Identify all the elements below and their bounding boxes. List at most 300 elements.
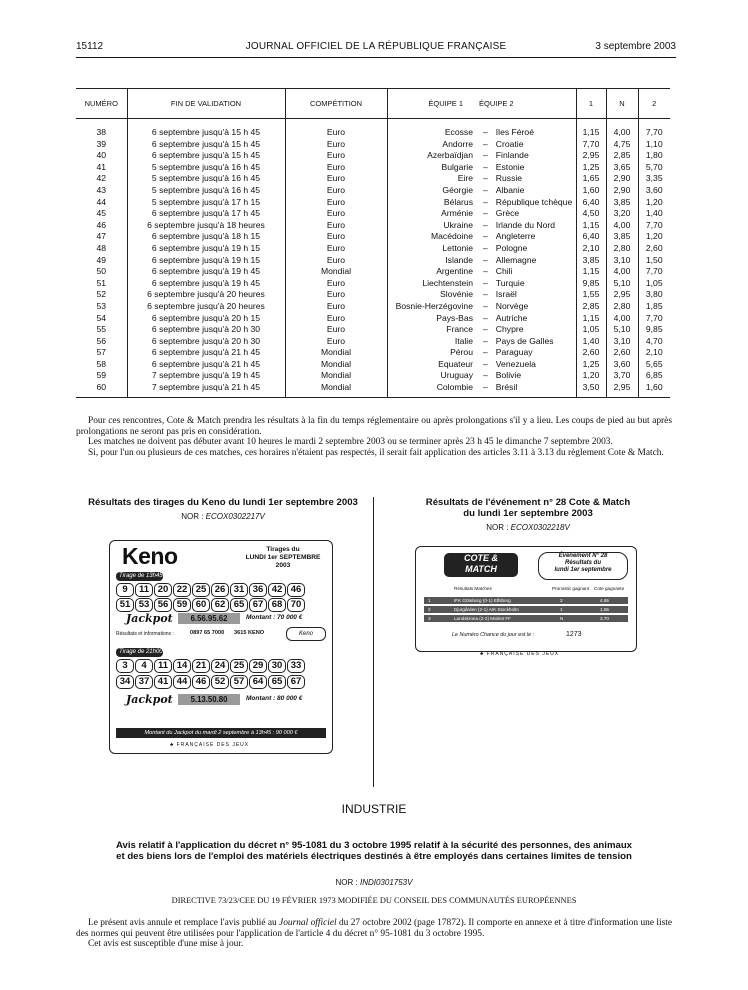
team-separator: – bbox=[483, 289, 488, 300]
team-name: Bolivie bbox=[495, 370, 522, 381]
cell-fin-validation: 6 septembre jusqu'à 15 h 45 bbox=[127, 150, 285, 162]
cell-competition: Euro bbox=[285, 324, 387, 336]
table-row bbox=[76, 324, 670, 336]
column-divider bbox=[373, 497, 374, 787]
cell-equipe2 bbox=[477, 127, 576, 139]
table-row bbox=[76, 173, 670, 185]
cell-competition: Euro bbox=[285, 313, 387, 325]
keno-number: 34 bbox=[116, 675, 134, 689]
cell-cote-2: 1,05 bbox=[638, 278, 670, 290]
cell-cote-1: 1,25 bbox=[576, 162, 606, 174]
cell-fin-validation: 6 septembre jusqu'à 21 h 45 bbox=[127, 359, 285, 371]
cell-cote-1: 1,15 bbox=[576, 266, 606, 278]
cell-cote-2: 9,85 bbox=[638, 324, 670, 336]
cell-cote-1: 2,10 bbox=[576, 243, 606, 255]
cell-numero: 50 bbox=[96, 266, 107, 277]
industrie-body bbox=[76, 918, 672, 950]
info-label: Résultats et informations : bbox=[116, 631, 174, 637]
cell-fin-validation: 6 septembre jusqu'à 15 h 45 bbox=[127, 127, 285, 139]
cell-numero: 45 bbox=[96, 208, 107, 219]
cell-cote-2: 1,20 bbox=[638, 231, 670, 243]
cell-cote-1: 3,85 bbox=[576, 255, 606, 267]
cell-equipe1: Slovénie bbox=[387, 289, 477, 301]
keno-number: 33 bbox=[287, 659, 305, 673]
keno-number: 53 bbox=[135, 598, 153, 612]
cell-cote-2: 4,70 bbox=[638, 336, 670, 348]
keno-number: 42 bbox=[268, 583, 286, 597]
keno-number: 9 bbox=[116, 583, 134, 597]
jackpot-amount: Montant : 70 000 € bbox=[246, 614, 303, 621]
team-separator: – bbox=[483, 161, 488, 172]
cell-cote-n: 4,00 bbox=[606, 266, 638, 278]
team-separator: – bbox=[483, 382, 488, 393]
cell-numero: 38 bbox=[96, 127, 107, 137]
cell-cote-n: 2,80 bbox=[606, 301, 638, 313]
keno-number: 25 bbox=[230, 659, 248, 673]
cell-cote-2: 1,20 bbox=[638, 197, 670, 209]
cell-cote-n: 5,10 bbox=[606, 324, 638, 336]
table-row bbox=[76, 208, 670, 220]
cell-cote-n: 5,10 bbox=[606, 278, 638, 290]
team-separator: – bbox=[483, 150, 488, 161]
table-row bbox=[76, 359, 670, 371]
cm-cell-cote: 1,55 bbox=[600, 607, 609, 612]
cell-fin-validation: 5 septembre jusqu'à 16 h 45 bbox=[127, 173, 285, 185]
keno-number-row bbox=[116, 583, 305, 597]
table-row bbox=[76, 185, 670, 197]
cell-cote-2: 7,70 bbox=[638, 313, 670, 325]
cell-competition: Mondial bbox=[285, 347, 387, 359]
keno-number: 65 bbox=[268, 675, 286, 689]
cell-competition: Euro bbox=[285, 139, 387, 151]
cell-competition: Euro bbox=[285, 127, 387, 139]
team-name: Pologne bbox=[495, 242, 528, 253]
numero-chance-label: Le Numéro Chance du jour est le : bbox=[452, 632, 535, 638]
team-separator: – bbox=[483, 312, 488, 323]
table-row bbox=[76, 370, 670, 382]
team-separator: – bbox=[483, 277, 488, 288]
team-name: Pays de Galles bbox=[495, 335, 554, 346]
cell-fin-validation: 6 septembre jusqu'à 20 h 30 bbox=[127, 324, 285, 336]
team-separator: – bbox=[483, 358, 488, 369]
cell-fin-validation: 6 septembre jusqu'à 19 h 45 bbox=[127, 278, 285, 290]
cell-competition: Euro bbox=[285, 150, 387, 162]
cell-cote-1: 6,40 bbox=[576, 231, 606, 243]
keno-number: 67 bbox=[249, 598, 267, 612]
cell-competition: Mondial bbox=[285, 266, 387, 278]
cell-cote-2: 3,60 bbox=[638, 185, 670, 197]
cell-numero: 46 bbox=[96, 219, 107, 230]
cell-competition: Mondial bbox=[285, 382, 387, 397]
keno-number: 30 bbox=[268, 659, 286, 673]
cell-cote-2: 6,85 bbox=[638, 370, 670, 382]
cell-equipe2 bbox=[477, 301, 576, 313]
cm-cell-pron: N bbox=[560, 616, 564, 621]
cell-cote-1: 1,15 bbox=[576, 220, 606, 232]
team-separator: – bbox=[483, 254, 488, 265]
cell-equipe1: Bulgarie bbox=[387, 162, 477, 174]
cell-cote-n: 3,70 bbox=[606, 370, 638, 382]
keno-nor: NOR : ECOX0302217V bbox=[181, 512, 265, 521]
team-name: Venezuela bbox=[495, 358, 536, 369]
cell-cote-2: 5,70 bbox=[638, 162, 670, 174]
cell-competition: Euro bbox=[285, 197, 387, 209]
team-name: Croatie bbox=[495, 138, 524, 149]
cell-equipe2 bbox=[477, 243, 576, 255]
jackpot-next-bar: Montant du Jackpot du mardi 2 septembre à 13h45 : 90 000 € bbox=[116, 728, 326, 738]
table-row bbox=[76, 289, 670, 301]
team-separator: – bbox=[483, 173, 488, 184]
team-name: Russie bbox=[495, 173, 523, 184]
keno-number-row bbox=[116, 659, 305, 673]
table-row bbox=[76, 266, 670, 278]
cell-fin-validation: 6 septembre jusqu'à 19 h 15 bbox=[127, 243, 285, 255]
cm-result-row bbox=[424, 597, 628, 604]
cell-cote-n: 2,90 bbox=[606, 173, 638, 185]
table-row bbox=[76, 336, 670, 348]
cell-numero: 53 bbox=[96, 300, 107, 311]
cell-equipe2 bbox=[477, 231, 576, 243]
cell-cote-1: 9,85 bbox=[576, 278, 606, 290]
cell-cote-n: 2,80 bbox=[606, 243, 638, 255]
cell-equipe1: Argentine bbox=[387, 266, 477, 278]
cell-cote-1: 1,20 bbox=[576, 370, 606, 382]
cm-cell-cote: 3,70 bbox=[600, 616, 609, 621]
col-fin-validation: FIN DE VALIDATION bbox=[127, 89, 285, 119]
cell-equipe1: Italie bbox=[387, 336, 477, 348]
cell-cote-1: 1,25 bbox=[576, 359, 606, 371]
keno-number: 60 bbox=[192, 598, 210, 612]
table-row bbox=[76, 301, 670, 313]
keno-number: 59 bbox=[173, 598, 191, 612]
cell-cote-n: 3,65 bbox=[606, 162, 638, 174]
event-badge: Événement N° 28 Résultats du lundi 1er septembre bbox=[538, 552, 628, 580]
keno-tirages-date: Tirages du LUNDI 1er SEPTEMBRE 2003 bbox=[245, 546, 321, 569]
keno-number: 11 bbox=[135, 583, 153, 597]
cell-competition: Euro bbox=[285, 162, 387, 174]
table-row bbox=[76, 231, 670, 243]
cell-fin-validation: 6 septembre jusqu'à 20 h 15 bbox=[127, 313, 285, 325]
cell-cote-n: 2,85 bbox=[606, 150, 638, 162]
team-separator: – bbox=[483, 219, 488, 230]
running-header bbox=[76, 41, 676, 55]
cell-numero: 52 bbox=[96, 289, 107, 300]
cell-cote-1: 3,50 bbox=[576, 382, 606, 397]
keno-number: 68 bbox=[268, 598, 286, 612]
cell-cote-n: 3,85 bbox=[606, 197, 638, 209]
cell-equipe2 bbox=[477, 336, 576, 348]
cell-cote-2: 1,50 bbox=[638, 255, 670, 267]
col-2: 2 bbox=[638, 89, 670, 119]
body-paragraph: Cet avis est susceptible d'une mise à jour. bbox=[88, 939, 244, 950]
team-name: République tchèque bbox=[495, 196, 573, 207]
numero-chance-value: 1273 bbox=[566, 631, 582, 638]
cell-equipe2 bbox=[477, 162, 576, 174]
keno-number: 37 bbox=[135, 675, 153, 689]
cell-cote-n: 4,00 bbox=[606, 313, 638, 325]
cell-competition: Euro bbox=[285, 185, 387, 197]
cell-cote-n: 3,10 bbox=[606, 336, 638, 348]
team-name: Grèce bbox=[495, 208, 520, 219]
cell-fin-validation: 5 septembre jusqu'à 16 h 45 bbox=[127, 162, 285, 174]
cell-numero: 49 bbox=[96, 254, 107, 265]
cell-fin-validation: 6 septembre jusqu'à 19 h 45 bbox=[127, 266, 285, 278]
cm-result-row bbox=[424, 615, 628, 622]
cell-fin-validation: 6 septembre jusqu'à 18 h 15 bbox=[127, 231, 285, 243]
cell-cote-n: 2,60 bbox=[606, 347, 638, 359]
cm-cell-label: Djurgården (2-1) AIK Stockholm bbox=[454, 607, 519, 612]
keno-number: 29 bbox=[249, 659, 267, 673]
section-title-industrie: INDUSTRIE bbox=[341, 802, 407, 816]
team-name: Chili bbox=[495, 266, 513, 277]
team-separator: – bbox=[483, 127, 488, 137]
cm-cell-pron: 1 bbox=[560, 607, 563, 612]
header-rule bbox=[76, 57, 676, 58]
cell-equipe2 bbox=[477, 150, 576, 162]
team-separator: – bbox=[483, 138, 488, 149]
cell-equipe2 bbox=[477, 359, 576, 371]
cell-cote-n: 2,90 bbox=[606, 185, 638, 197]
cell-cote-1: 1,40 bbox=[576, 336, 606, 348]
cell-cote-2: 1,85 bbox=[638, 301, 670, 313]
cell-numero: 58 bbox=[96, 358, 107, 369]
cell-equipe1: Géorgie bbox=[387, 185, 477, 197]
cell-fin-validation: 5 septembre jusqu'à 16 h 45 bbox=[127, 185, 285, 197]
cell-equipe1: France bbox=[387, 324, 477, 336]
keno-number: 36 bbox=[249, 583, 267, 597]
cell-cote-2: 1,10 bbox=[638, 139, 670, 151]
journal-title: JOURNAL OFFICIEL DE LA RÉPUBLIQUE FRANÇAISE bbox=[245, 41, 507, 52]
page-number: 15112 bbox=[76, 41, 104, 52]
cell-equipe1: Azerbaïdjan bbox=[387, 150, 477, 162]
cell-numero: 60 bbox=[76, 382, 127, 397]
cm-header-row: Résultats Matches Pronostic gagnant Cote gagnante bbox=[454, 586, 625, 591]
cell-fin-validation: 7 septembre jusqu'à 19 h 45 bbox=[127, 370, 285, 382]
keno-number: 21 bbox=[192, 659, 210, 673]
team-name: Allemagne bbox=[495, 254, 537, 265]
cell-equipe1: Andorre bbox=[387, 139, 477, 151]
team-name: Paraguay bbox=[495, 347, 533, 358]
cell-numero: 48 bbox=[96, 242, 107, 253]
keno-number: 41 bbox=[154, 675, 172, 689]
cm-nor: NOR : ECOX0302218V bbox=[486, 523, 570, 532]
col-numero: NUMÉRO bbox=[76, 89, 127, 119]
col-equipe2: ÉQUIPE 2 bbox=[477, 89, 576, 119]
team-separator: – bbox=[483, 300, 488, 311]
cell-cote-1: 1,05 bbox=[576, 324, 606, 336]
cell-cote-1: 1,65 bbox=[576, 173, 606, 185]
keno-number: 20 bbox=[154, 583, 172, 597]
cell-cote-2: 7,70 bbox=[638, 127, 670, 139]
info-phone: 0897 65 7000 bbox=[190, 630, 225, 636]
keno-number: 3 bbox=[116, 659, 134, 673]
cell-equipe2 bbox=[477, 382, 576, 397]
fdj-keno-logo: Keno bbox=[286, 627, 326, 641]
cell-numero: 56 bbox=[96, 335, 107, 346]
cell-numero: 47 bbox=[96, 231, 107, 242]
cell-fin-validation: 6 septembre jusqu'à 20 h 30 bbox=[127, 336, 285, 348]
cell-cote-2: 3,80 bbox=[638, 289, 670, 301]
cell-equipe2 bbox=[477, 313, 576, 325]
cell-cote-1: 2,60 bbox=[576, 347, 606, 359]
table-row bbox=[76, 243, 670, 255]
match-notes bbox=[76, 416, 672, 458]
cell-numero: 51 bbox=[96, 277, 107, 288]
keno-number: 65 bbox=[230, 598, 248, 612]
team-name: Turquie bbox=[495, 277, 525, 288]
table-row bbox=[76, 162, 670, 174]
keno-number: 31 bbox=[230, 583, 248, 597]
cell-equipe2 bbox=[477, 289, 576, 301]
body-paragraph: Le présent avis annule et remplace l'avis publié au Journal officiel du 27 octobre 2002 (page 17872). Il comporte en annexe et à titre d'information une liste des normes qui peuvent être utilisées pour l'application de l'article 4 du décret n° 95-1081 du 3 octobre 1995. bbox=[76, 918, 672, 939]
directive-line: DIRECTIVE 73/23/CEE DU 19 FÉVRIER 1973 MODIFIÉE DU CONSEIL DES COMMUNAUTÉS EUROPÉENNES bbox=[171, 896, 577, 905]
keno-number: 14 bbox=[173, 659, 191, 673]
cell-equipe2 bbox=[477, 266, 576, 278]
cell-numero: 40 bbox=[96, 150, 107, 161]
table-row bbox=[76, 313, 670, 325]
keno-number-row bbox=[116, 598, 305, 612]
cell-competition: Euro bbox=[285, 278, 387, 290]
keno-number: 46 bbox=[192, 675, 210, 689]
avis-title: Avis relatif à l'application du décret n° 95-1081 du 3 octobre 1995 relatif à la sécurité des personnes, des animaux et des biens lors de l'emploi des matériels électriques destinés à être employés dans certaines limites de tension bbox=[115, 840, 633, 862]
cell-cote-2: 2,10 bbox=[638, 347, 670, 359]
cell-cote-2: 3,35 bbox=[638, 173, 670, 185]
cell-cote-1: 1,55 bbox=[576, 289, 606, 301]
jackpot-number: 6.56.95.62 bbox=[178, 613, 240, 624]
cell-cote-2: 2,60 bbox=[638, 243, 670, 255]
cell-equipe1: Ukraine bbox=[387, 220, 477, 232]
keno-number: 51 bbox=[116, 598, 134, 612]
industrie-nor: NOR : INDI0301753V bbox=[335, 878, 413, 887]
cell-competition: Mondial bbox=[285, 370, 387, 382]
jackpot-amount: Montant : 80 000 € bbox=[246, 695, 303, 702]
cell-numero: 43 bbox=[96, 184, 107, 195]
header-date: 3 septembre 2003 bbox=[595, 41, 676, 52]
cell-numero: 54 bbox=[96, 312, 107, 323]
cell-cote-1: 2,95 bbox=[576, 150, 606, 162]
cell-cote-n: 2,95 bbox=[606, 382, 638, 397]
keno-number: 64 bbox=[249, 675, 267, 689]
col-n: N bbox=[606, 89, 638, 119]
cm-result-row bbox=[424, 606, 628, 613]
table-row bbox=[76, 197, 670, 209]
col-1: 1 bbox=[576, 89, 606, 119]
jackpot-label: Jackpot bbox=[126, 612, 173, 625]
cell-fin-validation: 6 septembre jusqu'à 21 h 45 bbox=[127, 347, 285, 359]
cell-cote-n: 4,00 bbox=[606, 127, 638, 139]
table-row bbox=[76, 278, 670, 290]
cell-equipe1: Equateur bbox=[387, 359, 477, 371]
cell-cote-1: 1,15 bbox=[576, 127, 606, 139]
cell-equipe2 bbox=[477, 347, 576, 359]
cell-fin-validation: 6 septembre jusqu'à 17 h 45 bbox=[127, 208, 285, 220]
cell-cote-n: 2,95 bbox=[606, 289, 638, 301]
cell-competition: Euro bbox=[285, 220, 387, 232]
keno-number: 26 bbox=[211, 583, 229, 597]
cell-fin-validation: 6 septembre jusqu'à 15 h 45 bbox=[127, 139, 285, 151]
cell-fin-validation: 6 septembre jusqu'à 20 heures bbox=[127, 301, 285, 313]
table-row bbox=[76, 127, 670, 139]
keno-number: 67 bbox=[287, 675, 305, 689]
cell-equipe1: Pérou bbox=[387, 347, 477, 359]
team-name: Estonie bbox=[495, 161, 525, 172]
cell-equipe1: Liechtenstein bbox=[387, 278, 477, 290]
cell-cote-1: 2,85 bbox=[576, 301, 606, 313]
cell-cote-1: 7,70 bbox=[576, 139, 606, 151]
cell-cote-1: 4,50 bbox=[576, 208, 606, 220]
keno-number: 4 bbox=[135, 659, 153, 673]
team-separator: – bbox=[483, 324, 488, 335]
table-row bbox=[76, 382, 670, 397]
draw-band: Tirage de 13h45 bbox=[116, 572, 163, 581]
keno-number: 52 bbox=[211, 675, 229, 689]
cell-competition: Euro bbox=[285, 231, 387, 243]
cell-equipe1: Pays-Bas bbox=[387, 313, 477, 325]
team-separator: – bbox=[483, 370, 488, 381]
team-separator: – bbox=[483, 335, 488, 346]
team-name: Chypre bbox=[495, 324, 524, 335]
cell-equipe1: Arménie bbox=[387, 208, 477, 220]
team-name: Angleterre bbox=[495, 231, 536, 242]
cell-cote-n: 3,10 bbox=[606, 255, 638, 267]
cell-numero: 44 bbox=[96, 196, 107, 207]
keno-number: 44 bbox=[173, 675, 191, 689]
cell-numero: 42 bbox=[96, 173, 107, 184]
team-separator: – bbox=[483, 196, 488, 207]
keno-number: 24 bbox=[211, 659, 229, 673]
keno-number-row bbox=[116, 675, 305, 689]
team-name: Albanie bbox=[495, 184, 525, 195]
note-paragraph: Pour ces rencontres, Cote & Match prendra les résultats à la fin du temps réglementaire ou après prolongations s'il y a lieu. Les coups de pied au but après prolongations ne seront pas pris en considération. bbox=[76, 416, 672, 437]
spacer-row bbox=[76, 119, 670, 128]
keno-logo: Keno bbox=[122, 543, 178, 569]
keno-number: 56 bbox=[154, 598, 172, 612]
cell-cote-2: 7,70 bbox=[638, 266, 670, 278]
info-minitel: 3615 KENO bbox=[234, 630, 265, 636]
cell-equipe1: Bélarus bbox=[387, 197, 477, 209]
table-header-row bbox=[76, 89, 670, 119]
cell-competition: Euro bbox=[285, 255, 387, 267]
cm-cell-num: 3 bbox=[428, 616, 431, 621]
cell-fin-validation: 6 septembre jusqu'à 18 heures bbox=[127, 220, 285, 232]
cell-equipe2 bbox=[477, 220, 576, 232]
cell-cote-n: 3,20 bbox=[606, 208, 638, 220]
cell-cote-2: 5,65 bbox=[638, 359, 670, 371]
team-name: Norvège bbox=[495, 300, 529, 311]
team-separator: – bbox=[483, 266, 488, 277]
team-separator: – bbox=[483, 184, 488, 195]
col-equipe1: ÉQUIPE 1 bbox=[387, 89, 477, 119]
cell-fin-validation: 5 septembre jusqu'à 17 h 15 bbox=[127, 197, 285, 209]
cell-fin-validation: 6 septembre jusqu'à 19 h 15 bbox=[127, 255, 285, 267]
matches-table bbox=[76, 88, 670, 398]
cell-equipe1: Eire bbox=[387, 173, 477, 185]
keno-number: 25 bbox=[192, 583, 210, 597]
team-name: Brésil bbox=[495, 382, 518, 393]
cell-equipe2 bbox=[477, 173, 576, 185]
team-name: Irlande du Nord bbox=[495, 219, 556, 230]
keno-number: 70 bbox=[287, 598, 305, 612]
team-name: Autriche bbox=[495, 312, 528, 323]
cell-cote-1: 1,15 bbox=[576, 313, 606, 325]
keno-number: 11 bbox=[154, 659, 172, 673]
cell-competition: Euro bbox=[285, 336, 387, 348]
cell-numero: 55 bbox=[96, 324, 107, 335]
cell-cote-2: 7,70 bbox=[638, 220, 670, 232]
cell-equipe2 bbox=[477, 324, 576, 336]
jackpot-label: Jackpot bbox=[126, 693, 173, 706]
cell-numero: 39 bbox=[96, 138, 107, 149]
